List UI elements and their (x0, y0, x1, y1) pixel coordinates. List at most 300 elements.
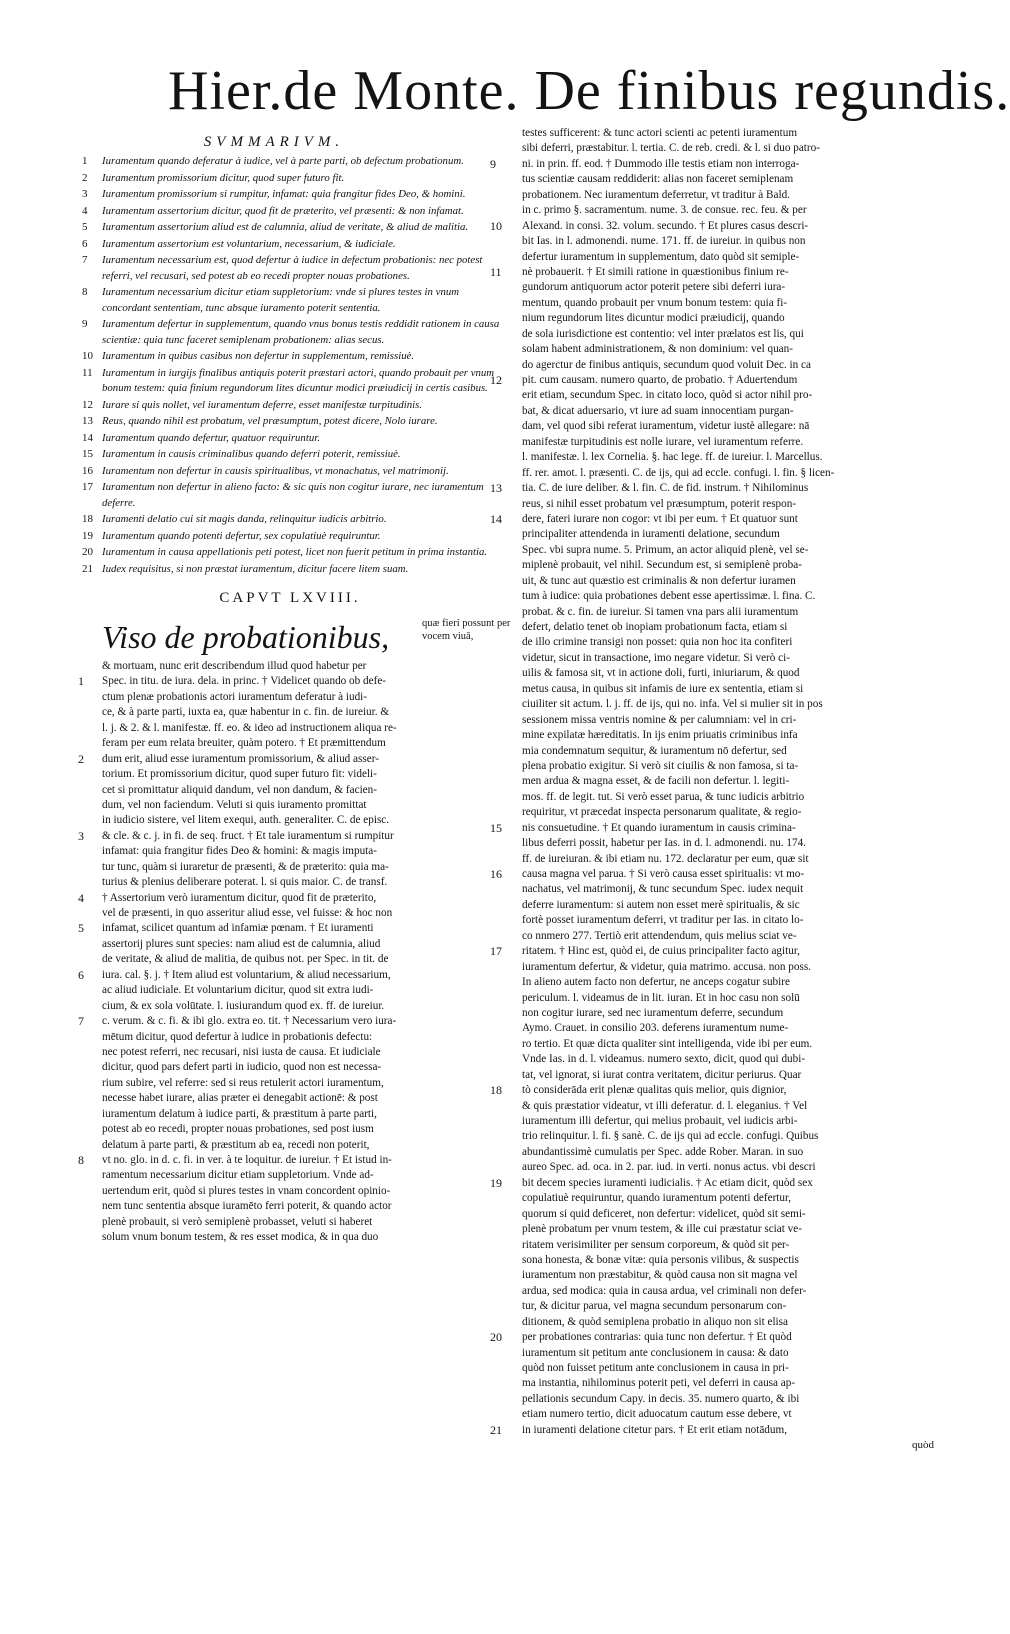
text-line (490, 373, 940, 388)
line-text: de illo crimine transigi non posset: quia non hoc ita confiteri (522, 636, 793, 649)
line-text: cet si promittatur aliquid dandum, vel non dandum, & facien- (102, 783, 377, 796)
text-line (500, 404, 940, 419)
text-line (490, 1083, 940, 1098)
line-text: assertorij plures sunt species: nam aliud est de calumnia, aliud (102, 937, 381, 950)
text-line (74, 674, 506, 689)
summarium-text: Iuramenti delatio cui sit magis danda, relinquitur iudicis arbitrio. (102, 513, 387, 525)
summarium-text: Iuramentum non defertur in causis spiritualibus, vt monachatus, vel matrimonij. (102, 464, 449, 477)
line-text: co nnmero 277. Tertiò erit attendendum, quis melius sciat ve- (522, 929, 797, 942)
summarium-text: Iuramentum in iurgijs finalibus antiquis poterit præstari actori, quando probauit per vnum bonum testem: quia finium regundorum lites dicuntur modici præiudicij in certis casibus. (102, 366, 495, 394)
summarium-number: 3 (82, 188, 88, 200)
line-text: & cle. & c. j. in fi. de seq. fruct. † Et tale iuramentum si rumpitur (102, 829, 394, 842)
line-text: delatum à parte parti, & præstitum ab ea, recedi non poterit, (102, 1138, 370, 1151)
summarium-text: Iuramentum in causa appellationis peti potest, licet non fuerit petitum in prima instantia. (102, 546, 488, 558)
line-text: tur, & dicitur parua, vel magna secundum personarum con- (522, 1300, 787, 1313)
text-line (74, 1076, 506, 1091)
text-line (500, 836, 940, 851)
text-line (500, 126, 940, 141)
text-line (490, 481, 940, 496)
opening-words-continuation: quæ fieri possunt per vocem viuā, (422, 618, 511, 642)
summarium-text: Iuramentum defertur in supplementum, quando vnus bonus testis reddidit rationem in causa scientiæ: quia tunc faceret semiplenam probationem: alias secus. (102, 318, 500, 346)
margin-number: 17 (490, 944, 502, 959)
line-text: deferre iuramentum: si autem non esset merè spiritualis, & sic (522, 898, 800, 911)
text-line (500, 203, 940, 218)
line-text: ff. de iureiuran. & ibi etiam nu. 172. declaratur per eum, quæ sit (522, 852, 809, 865)
text-line (500, 635, 940, 650)
summarium-text: Iuramentum assertorium est voluntarium, necessarium, & iudiciale. (102, 237, 396, 250)
margin-number: 15 (490, 820, 502, 835)
summarium-item (74, 431, 506, 447)
line-text: ctum plenæ probationis actori iuramentum deferatur à iudi- (102, 690, 367, 703)
line-text: per probationes contrarias: quia tunc non defertur. † Et quòd (522, 1331, 792, 1344)
margin-number: 10 (490, 218, 502, 233)
text-line (500, 1099, 940, 1114)
margin-number: 18 (490, 1083, 502, 1098)
text-line (500, 1299, 940, 1314)
text-line (74, 952, 506, 967)
line-text: mine expilatæ hæreditatis. In ijs enim priuatis criminibus infa (522, 729, 798, 742)
line-text: ma instantia, nihilominus poterit peti, vel deferri in causa ap- (522, 1377, 796, 1390)
summarium-number: 17 (82, 481, 93, 493)
text-line (500, 280, 940, 295)
summarium-number: 16 (82, 464, 93, 477)
line-text: † Assertorium verò iuramentum dicitur, quod fit de præterito, (102, 891, 377, 904)
text-line (500, 898, 940, 913)
summarium-number: 7 (82, 254, 88, 266)
text-line (490, 1422, 940, 1438)
line-text: feram per eum relata breuiter, quàm potero. † Et præmittendum (102, 737, 386, 750)
line-text: plena probatio exigitur. Si verò sit ciuilis & non famosa, si ta- (522, 759, 799, 772)
line-text: mos. ff. de legit. tut. Si verò esset parua, & tunc iudicis arbitrio (522, 790, 805, 803)
line-text: pit. cum causam. numero quarto, de probatio. † Aduertendum (522, 374, 798, 386)
line-text: sibi deferri, præstabitur. l. tertia. C. de reb. credi. & l. si duo patro- (522, 142, 820, 155)
line-text: ritatem. † Hinc est, quòd ei, de cuius principaliter facto agitur, (522, 945, 800, 958)
margin-number: 4 (78, 890, 84, 905)
text-line (74, 999, 506, 1014)
line-text: requiritur, vt præcedat inspecta personarum qualitate, & regio- (522, 806, 802, 819)
summarium-item (74, 204, 506, 220)
line-text: tò considerāda erit plenæ qualitas quis melior, quis dignior, (522, 1084, 787, 1097)
text-line (74, 752, 506, 767)
margin-number: 7 (78, 1014, 84, 1029)
line-text: dum, vel non faciendum. Veluti si quis iuramento promittat (102, 798, 367, 811)
line-text: iuramentum defertur, & videtur, quia matrimo. accusa. non poss. (522, 960, 811, 973)
text-line (500, 913, 940, 928)
line-text: tur tunc, quàm si iuraretur de præsenti, & de præterito: quia ma- (102, 860, 389, 873)
line-text: dicitur, quod pars defert parti in iudicio, quod non est necessa- (102, 1061, 382, 1074)
line-text: iuramentum sit petitum ante conclusionem in causa: & dato (522, 1346, 789, 1359)
line-text: ritatem verisimiliter per sensum corporeum, & quòd sit per- (522, 1238, 790, 1251)
right-column (490, 126, 940, 1453)
line-text: testes sufficerent: & tunc actori scienti ac petenti iuramentum (522, 127, 798, 139)
text-line (74, 1138, 506, 1153)
text-line (500, 1052, 940, 1067)
line-text: nachatus, vel matrimonij, & tunc secundum Spec. iudex nequit (522, 883, 804, 896)
text-line (74, 1060, 506, 1075)
text-line (500, 682, 940, 697)
line-text: videtur, sicut in transactione, imo negare videtur. Si verò ci- (522, 651, 790, 664)
text-line (74, 705, 506, 720)
text-line (500, 311, 940, 326)
line-text: men ardua & magna esset, & de facili non defertur. l. legiti- (522, 775, 790, 788)
text-line (500, 1207, 940, 1222)
text-line (74, 829, 506, 844)
line-text: plenè probauit, si verò semiplenè probasset, veluti si haberet (102, 1215, 373, 1228)
text-line (500, 188, 940, 203)
text-line (500, 1222, 940, 1237)
text-line (74, 1030, 506, 1045)
summarium-item (74, 545, 506, 561)
text-line (500, 342, 940, 357)
line-text: ac aliud iudiciale. Et voluntarium dicitur, quod sit extra iudi- (102, 984, 374, 997)
text-line (500, 991, 940, 1006)
margin-number: 20 (490, 1330, 502, 1345)
line-text: ramentum necessarium dicitur etiam suppletorium. Vnde ad- (102, 1169, 374, 1182)
summarium-text: Iuramentum promissorium si rumpitur, infamat: quia frangitur fides Deo, & homini. (102, 188, 466, 200)
line-text: non cogitur iurare, sed nec iuramentum deferre, secundum (522, 1006, 784, 1019)
line-text: nis consuetudine. † Et quando iuramentum in causis crimina- (522, 821, 796, 834)
text-line (490, 820, 940, 836)
text-line (490, 1330, 940, 1345)
margin-number: 14 (490, 511, 502, 526)
summarium-text: Iuramentum quando defertur, quatuor requiruntur. (102, 431, 320, 444)
line-text: bit decem species iuramenti iudicialis. † Ac etiam dicit, quòd sex (522, 1176, 813, 1189)
text-line (500, 805, 940, 820)
text-line (500, 358, 940, 373)
line-text: nec potest referri, nec recusari, nisi iusta de causa. Et iudiciale (102, 1045, 381, 1058)
line-text: Aymo. Crauet. in consilio 203. deferens iuramentum nume- (522, 1022, 789, 1035)
line-text: in c. primo §. sacramentum. nume. 3. de consue. rec. feu. & per (522, 204, 807, 217)
text-line (500, 882, 940, 897)
text-line (490, 511, 940, 527)
summarium-item (74, 480, 506, 511)
line-text: turius & plenius deliberare poterat. l. si quis maior. C. de transf. (102, 876, 388, 889)
line-text: trio relinquitur. l. fi. § sanè. C. de ijs qui ad eccle. confugi. Quibus (522, 1130, 819, 1143)
line-text: miplenè probauit, vel nihil. Secundum est, si semiplenè proba- (522, 559, 802, 572)
line-text: defertur iuramentum in supplementum, dato quòd sit semiple- (522, 250, 800, 263)
text-line (500, 1006, 940, 1021)
margin-number: 2 (78, 751, 84, 766)
summarium-item (74, 529, 506, 545)
summarium-text: Iuramentum quando potenti defertur, sex copulatiuè requiruntur. (102, 529, 381, 542)
text-line (74, 1122, 506, 1137)
text-line (500, 1253, 940, 1268)
line-text: gundorum antiquorum actor poterit petere sibi deferri iura- (522, 281, 786, 294)
text-line (74, 767, 506, 782)
text-line (74, 1153, 506, 1168)
margin-number: 19 (490, 1175, 502, 1190)
text-line (500, 1407, 940, 1422)
text-line (500, 774, 940, 789)
summarium-item (74, 171, 506, 187)
text-line (500, 620, 940, 635)
summarium-item (74, 187, 506, 203)
text-line (500, 543, 940, 558)
text-line (500, 728, 940, 743)
text-line (74, 1014, 506, 1029)
line-text: Spec. vbi supra nume. 5. Primum, an actor aliquid plenè, vel se- (522, 543, 809, 556)
line-text: periculum. l. videamus de in lit. iuran. Et in hoc casu non solū (522, 991, 800, 1004)
text-line (74, 659, 506, 674)
summarium-text: Iuramentum in causis criminalibus quando deferri poterit, remissiuè. (102, 448, 401, 460)
margin-number: 6 (78, 967, 84, 982)
summarium-list (74, 154, 506, 577)
text-line (500, 435, 940, 450)
text-line (500, 790, 940, 805)
text-line (74, 813, 506, 828)
line-text: l. j. & 2. & l. manifestæ. ff. eo. & ideo ad instructionem aliqua re- (102, 721, 397, 734)
line-text: probationem. Nec iuramentum deferretur, vt traditur à Bald. (522, 188, 790, 201)
summarium-text: Iuramentum assertorium dicitur, quod fit de præterito, vel præsenti: & non infamat. (102, 204, 464, 217)
line-text: potest ab eo recedi, propter nouas probationes, sed post iusm (102, 1123, 374, 1136)
text-line (500, 1160, 940, 1175)
text-line (500, 666, 940, 681)
text-line (500, 713, 940, 728)
text-line (500, 172, 940, 187)
text-line (490, 867, 940, 882)
text-line (500, 852, 940, 867)
line-text: tus scientiæ causam reddiderit: alias non faceret semiplenam (522, 173, 794, 186)
summarium-number: 15 (82, 448, 93, 460)
summarium-item (74, 414, 506, 430)
text-line (500, 574, 940, 589)
line-text: ciuiliter sit actum. l. j. ff. de ijs, qui no. infa. Vel si mulier sit in pos (522, 698, 823, 711)
text-line (500, 1361, 940, 1376)
summarium-number: 13 (82, 415, 93, 427)
line-text: de veritate, & aliud de malitia, de quibus not. per Spec. in tit. de (102, 953, 389, 966)
summarium-title: SVMMARIVM. (203, 134, 345, 150)
line-text: manifestæ turpitudinis est nolle iurare, vel iuramentum referre. (522, 435, 804, 448)
line-text: uilis & famosa sit, vt in actione doli, furti, iniuriarum, & quod (522, 667, 800, 680)
summarium-item (74, 220, 506, 236)
line-text: ardua, sed modica: quia in causa ardua, vel criminali non defer- (522, 1284, 807, 1297)
text-line (500, 1238, 940, 1253)
text-line (74, 1215, 506, 1230)
text-line (500, 419, 940, 434)
text-line (500, 697, 940, 712)
text-line (74, 1168, 506, 1183)
summarium-number: 4 (82, 204, 88, 217)
summarium-number: 1 (82, 155, 88, 167)
summarium-number: 14 (82, 431, 93, 444)
summarium-item (74, 398, 506, 414)
line-text: necesse habet iurare, alias præter ei denegabit actionē: & post (102, 1092, 378, 1105)
text-line (74, 798, 506, 813)
text-line (500, 250, 940, 265)
line-text: dam, vel quod sibi referat iuramentum, videtur iustè allegare: nā (522, 420, 810, 433)
text-line (74, 891, 506, 906)
summarium-item (74, 562, 506, 578)
line-text: defert, delatio tenet ob inopiam probationum facta, etiam si (522, 621, 788, 633)
line-text: mētum dicitur, quod defertur à iudice in probationis defectu: (102, 1030, 373, 1043)
summarium-text: Iuramentum promissorium dicitur, quod super futuro fit. (102, 171, 345, 184)
line-text: ditionem, & quòd semiplena probatio in aliquo non sit elisa (522, 1315, 788, 1328)
text-line (74, 844, 506, 859)
summarium-number: 21 (82, 562, 93, 575)
summarium-item (74, 253, 506, 284)
opening-words: Viso de probationibus, (102, 619, 390, 655)
line-text: iuramentum illi defertur, qui melius probauit, vel iudicis arbi- (522, 1115, 798, 1127)
text-line (490, 264, 940, 280)
catchword: quòd (912, 1439, 934, 1452)
summarium-item (74, 447, 506, 463)
text-line (74, 921, 506, 936)
line-text: probat. & c. fin. de iureiur. Si tamen vna pars alii iuramentum (522, 605, 799, 618)
text-line (500, 1376, 940, 1391)
text-line (500, 527, 940, 542)
summarium-number: 11 (82, 366, 93, 379)
summarium-item (74, 366, 506, 397)
text-line (500, 466, 940, 481)
text-line (500, 759, 940, 774)
text-line (74, 983, 506, 998)
line-text: copulatiuè requiruntur, quando iuramentum potenti defertur, (522, 1192, 792, 1205)
summarium-number: 6 (82, 237, 88, 250)
text-line (74, 721, 506, 736)
text-line (500, 388, 940, 403)
summarium-text: Iuramentum non defertur in alieno facto: & sic quis non cogitur iurare, nec iuramentum deferre. (102, 481, 484, 509)
summarium-text: Iudex requisitus, si non præstat iuramentum, dicitur facere litem suam. (102, 562, 409, 575)
summarium-number: 10 (82, 350, 93, 362)
left-column (74, 130, 511, 1246)
line-text: reus, si nihil esset probatum vel præsumptum, poterit respon- (522, 497, 797, 510)
opening-line (74, 613, 511, 659)
text-line (500, 1268, 940, 1283)
line-text: ro tertio. Et quæ dicta qualiter sint intelligenda, vide ibi per eum. (522, 1037, 813, 1050)
line-text: uertendum erit, quòd si plures testes in vnam concordent opinio- (102, 1184, 391, 1197)
line-text: infamat: quia frangitur fides Deo & homini: & magis imputa- (102, 845, 377, 858)
line-text: Alexand. in consi. 32. volum. secundo. † Et plures casus descri- (522, 219, 809, 232)
summarium-text: Iuramentum in quibus casibus non defertur in supplementum, remissiuè. (102, 350, 415, 362)
summarium-number: 20 (82, 546, 93, 558)
margin-number: 5 (78, 921, 84, 936)
line-text: sessionem missa ventris nomine & per calumniam: vel in cri- (522, 713, 797, 726)
text-line (490, 218, 940, 234)
line-text: & mortuam, nunc erit describendum illud quod habetur per (102, 660, 367, 672)
text-line (500, 234, 940, 249)
text-line (74, 1045, 506, 1060)
text-line (500, 1145, 940, 1160)
summarium-number: 19 (82, 529, 93, 542)
line-text: metus causa, in quibus sit infamis de iure ex sententia, etiam si (522, 682, 804, 695)
text-line (500, 1346, 940, 1361)
summarium-item (74, 464, 506, 480)
summarium-number: 18 (82, 513, 93, 525)
text-line (500, 975, 940, 990)
line-text: do agerctur de finibus antiquis, secundum quod voluit Dec. in ca (522, 358, 811, 371)
text-line (500, 744, 940, 759)
line-text: nè probauerit. † Et simili ratione in quæstionibus finium re- (522, 265, 789, 278)
line-text: mentum, quando probauit per vnum bonum testem: quia fi- (522, 296, 788, 309)
line-text: bit Ias. in l. admonendi. nume. 171. ff. de iureiur. in quibus non (522, 235, 806, 248)
text-line (500, 1021, 940, 1036)
text-line (500, 1392, 940, 1407)
line-text: fortè posset iuramentum deferri, vt traditur per Ias. in citato lo- (522, 914, 804, 927)
line-text: In alieno autem facto non defertur, ne anceps cogatur subire (522, 976, 790, 989)
margin-number: 9 (490, 156, 496, 171)
line-text: ni. in prin. ff. eod. † Dummodo ille testis etiam non interroga- (522, 157, 800, 170)
line-text: torium. Et promissorium dicitur, quod super futuro fit: videli- (102, 768, 377, 781)
summarium-text: Reus, quando nihil est probatum, vel præsumptum, potest dicere, Nolo iurare. (102, 415, 438, 427)
line-text: dum erit, aliud esse iuramentum promissorium, & aliud asser- (102, 752, 379, 765)
line-text: tat, vel ignorat, si iurat contra veritatem, dicitur periurus. Quar (522, 1068, 802, 1081)
line-text: iuramentum non præstabitur, & quòd causa non sit magna vel (522, 1269, 798, 1282)
text-line (500, 141, 940, 156)
line-text: in iuramenti delatione citetur pars. † Et erit etiam notādum, (522, 1423, 787, 1436)
margin-number: 11 (490, 264, 502, 279)
summarium-text: Iurare si quis nollet, vel iuramentum deferre, esset manifestæ turpitudinis. (102, 398, 423, 411)
text-line (500, 929, 940, 944)
line-text: abundantissimè cumulatis per Spec. adde Rober. Maran. in suo (522, 1145, 804, 1158)
line-text: sona honesta, & bonæ vitæ: quia personis vilibus, & suspectis (522, 1253, 799, 1266)
text-line (500, 589, 940, 604)
line-text: in iudicio sistere, vel litem exequi, auth. generaliter. C. de episc. (102, 814, 390, 827)
text-line (500, 558, 940, 573)
text-line (74, 968, 506, 983)
text-line (74, 783, 506, 798)
text-line (74, 875, 506, 890)
line-text: l. manifestæ. l. lex Cornelia. §. hac lege. ff. de iureiur. l. Marcellus. (522, 451, 823, 464)
line-text: de sola iurisdictione est contentio: vel inter prælatos est lis, qui (522, 327, 804, 340)
line-text: uit, & tunc aut quæstio est criminalis & non defertur iuramen (522, 574, 796, 587)
line-text: solum vnum bonum testem, & res esset modica, & in qua duo (102, 1231, 379, 1244)
left-body-text (74, 659, 506, 1246)
text-line (500, 450, 940, 465)
running-header: Hier.de Monte. De finibus regundis. (168, 60, 1010, 122)
line-text: quòd non fuisset petitum ante conclusionem in causa in pri- (522, 1362, 789, 1374)
line-text: bat, & dicat aduersario, vt iure ad suam innocentiam purgan- (522, 404, 794, 417)
summarium-item (74, 317, 506, 348)
line-text: rium subire, vel referre: sed si reus retulerit actori iuramentum, (102, 1076, 384, 1089)
text-line (74, 860, 506, 875)
summarium-text: Iuramentum quando deferatur à iudice, vel à parte parti, ob defectum probationum. (102, 155, 464, 167)
line-text: ce, & à parte parti, iuxta ea, quæ habentur in c. fin. de iureiur. & (102, 706, 390, 719)
line-text: Spec. in titu. de iura. dela. in princ. † Videlicet quando ob defe- (102, 675, 387, 688)
line-text: Vnde Ias. in d. l. videamus. numero sexto, dicit, quod qui dubi- (522, 1053, 806, 1066)
text-line (74, 937, 506, 952)
line-text: dere, fateri iurare non cogor: vt ibi per eum. † Et quatuor sunt (522, 512, 798, 525)
line-text: libus deferri possit, habetur per Ias. in d. l. admonendi. nu. 174. (522, 837, 806, 850)
text-line (500, 1037, 940, 1052)
chapter-heading: CAPVT LXVIII. (219, 590, 361, 606)
summarium-item (74, 237, 506, 253)
line-text: erit etiam, secundum Spec. in citato loco, quòd si actor nihil pro- (522, 389, 813, 402)
text-line (74, 1230, 506, 1245)
text-line (490, 156, 940, 172)
summarium-text: Iuramentum necessarium dicitur etiam suppletorium: vnde si plures testes in vnum concordant sententiam, tunc absque iuramento poterit sententia. (102, 286, 460, 314)
margin-number: 12 (490, 373, 502, 387)
summarium-number: 8 (82, 286, 88, 298)
text-line (74, 1199, 506, 1214)
line-text: quorum si quid deficeret, non defertur: videlicet, quòd sit semi- (522, 1207, 806, 1220)
text-line (500, 1068, 940, 1083)
line-text: vt no. glo. in d. c. fi. in ver. à te loquitur. de iureiur. † Et istud in- (102, 1154, 392, 1166)
text-line (500, 497, 940, 512)
margin-number: 16 (490, 867, 502, 881)
text-line (500, 1129, 940, 1144)
line-text: cium, & ex sola volūtate. l. iusiurandum quod ex. ff. de iureiur. (102, 999, 385, 1012)
line-text: iuramentum delatum à iudice parti, & præstitum à parte parti, (102, 1107, 377, 1120)
line-text: nem tunc sententia absque iuramēto ferri poterit, & quando actor (102, 1200, 392, 1213)
line-text: solam habent administrationem, & non dominium: vel quan- (522, 343, 793, 356)
summarium-item (74, 512, 506, 528)
summarium-number: 9 (82, 318, 88, 330)
margin-number: 13 (490, 481, 502, 496)
line-text: infamat, scilicet quantum ad infamiæ pœnam. † Et iuramenti (102, 922, 374, 935)
line-text: causa magna vel parua. † Si verò causa esset spiritualis: vt mo- (522, 868, 805, 880)
summarium-number: 12 (82, 398, 93, 411)
margin-number: 21 (490, 1422, 502, 1437)
